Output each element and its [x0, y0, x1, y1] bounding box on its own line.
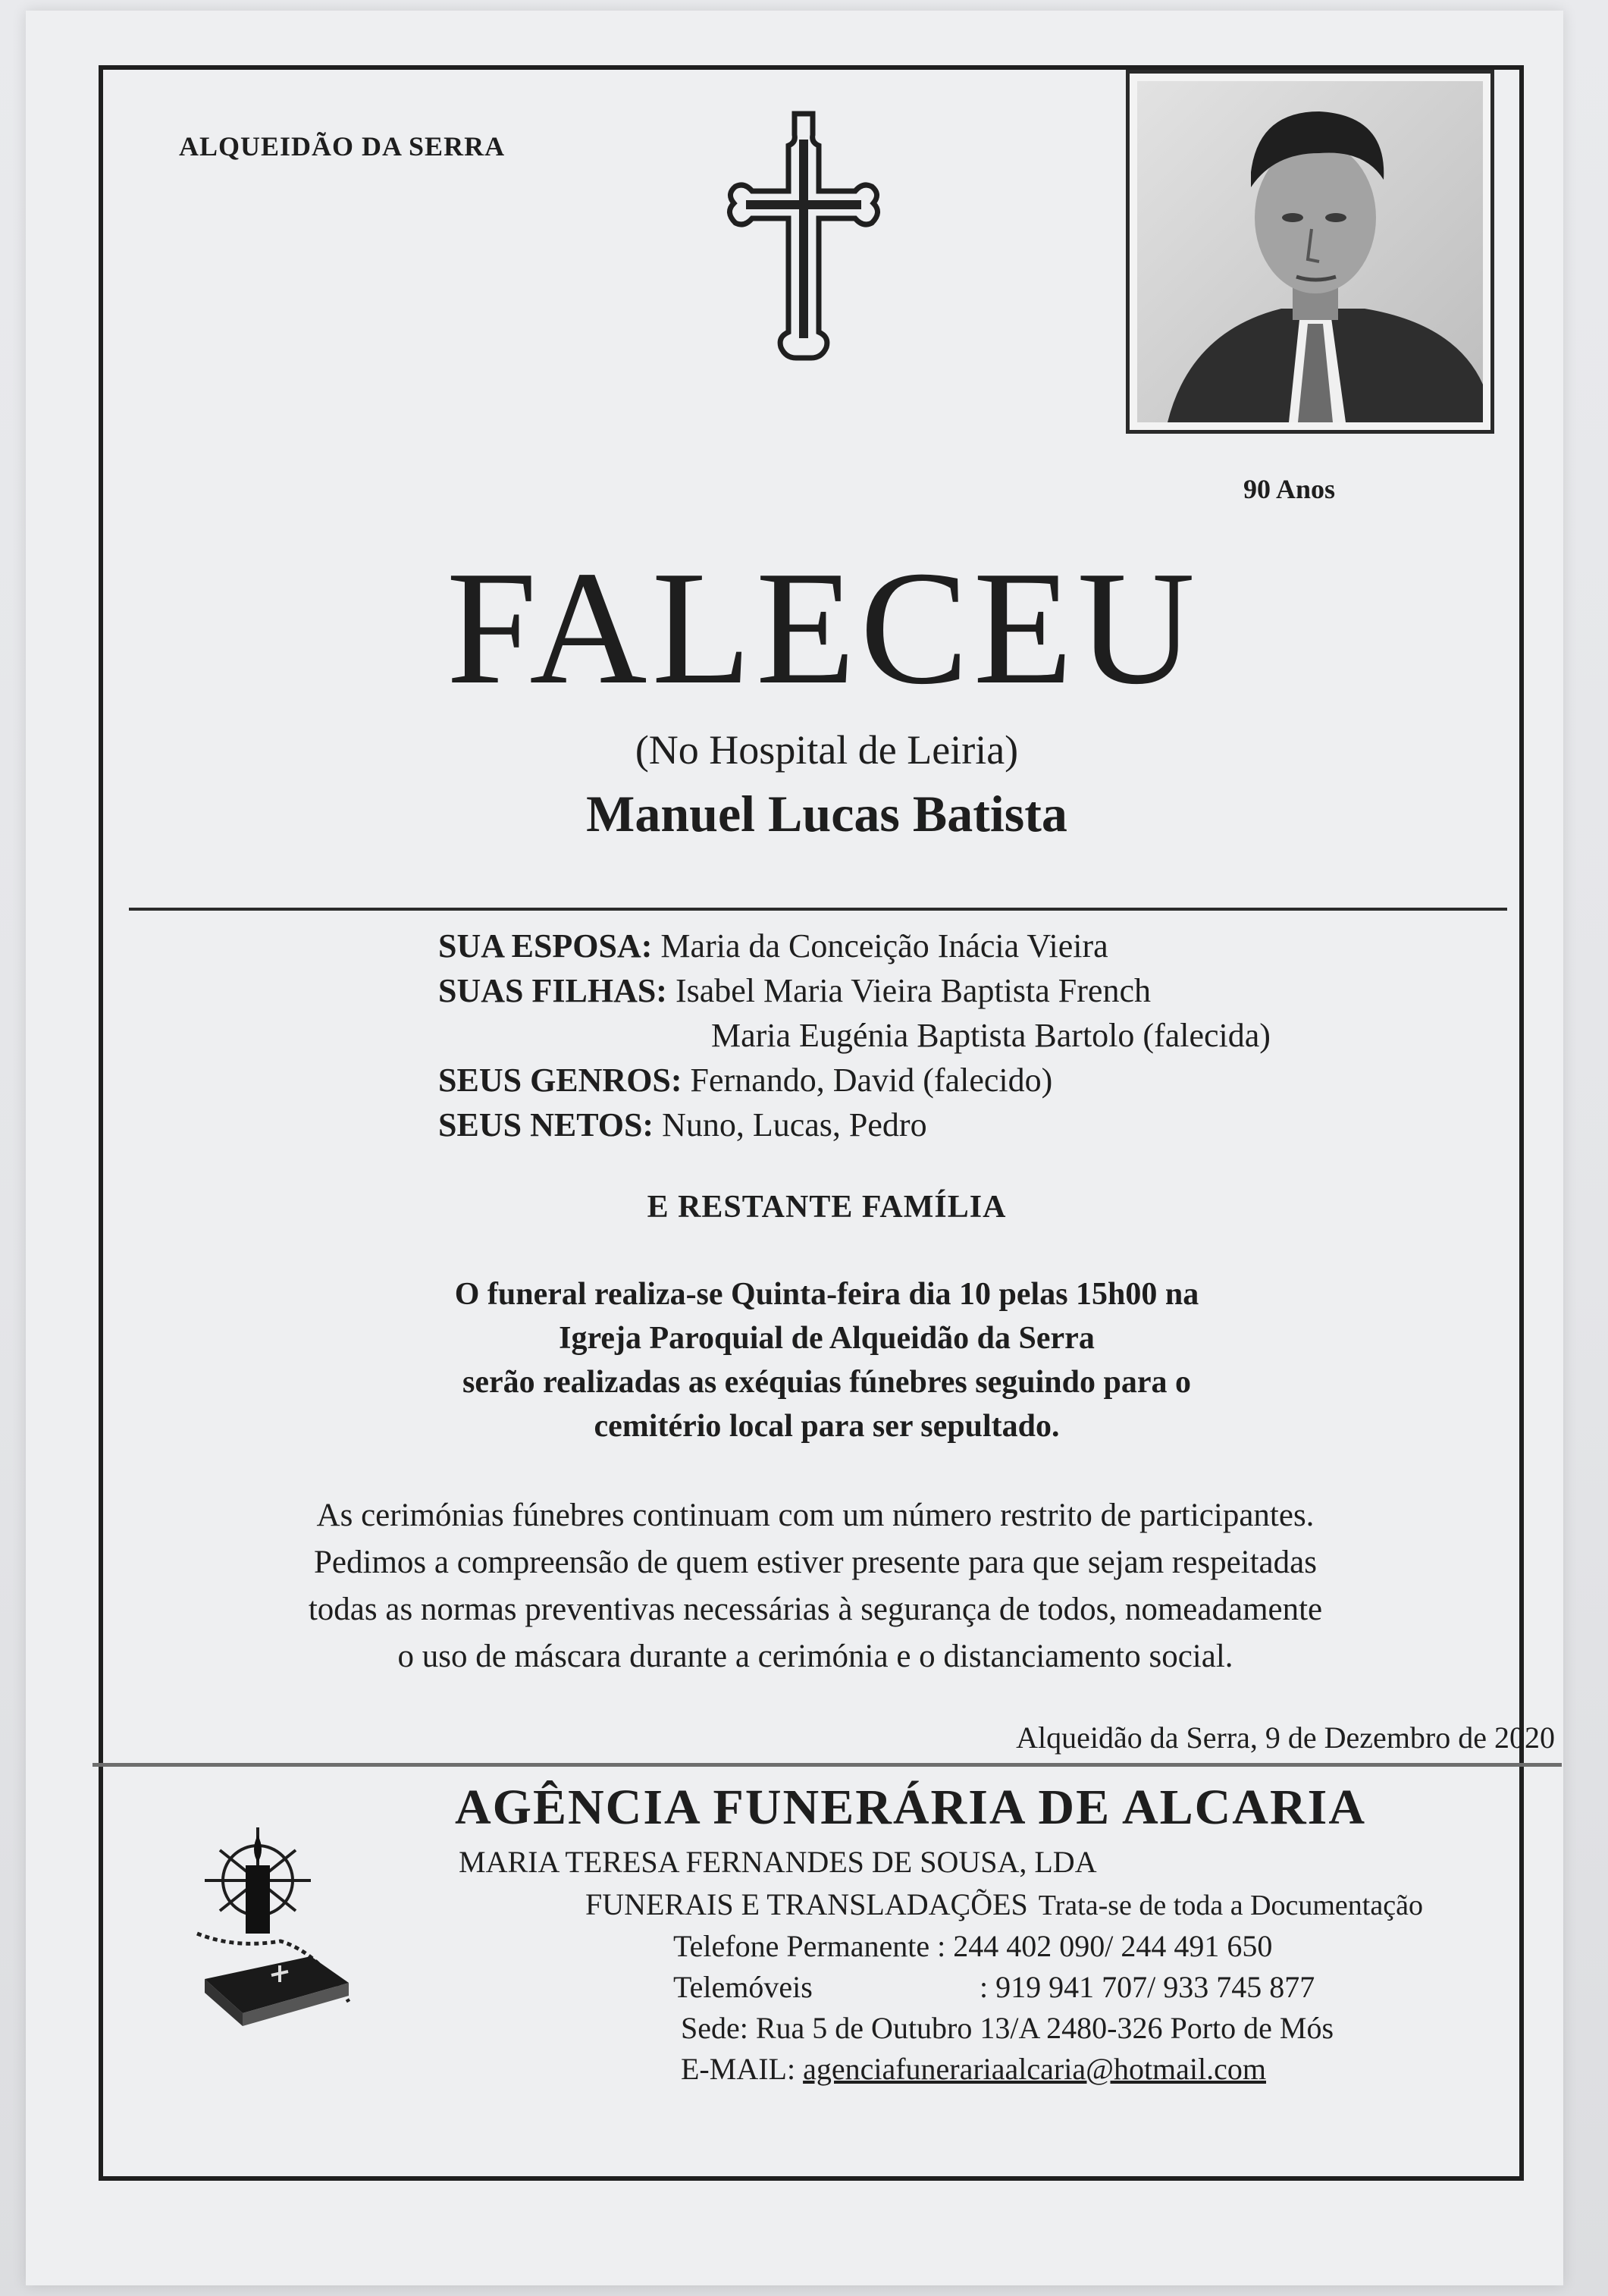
documents-text: Trata-se de toda a Documentação	[1038, 1890, 1423, 1921]
daughters-row-2	[438, 1013, 1271, 1058]
services-line	[585, 1887, 1423, 1922]
date-line: Alqueidão da Serra, 9 de Dezembro de 2020	[1016, 1720, 1555, 1755]
sons-in-law-row	[438, 1058, 1271, 1103]
portrait-photo	[1126, 70, 1494, 434]
funeral-line: serão realizadas as exéquias fúnebres seguindo para o	[462, 1365, 1191, 1400]
age-label: 90 Anos	[1243, 474, 1336, 504]
spouse-label: SUA ESPOSA:	[438, 927, 653, 965]
agency-name: AGÊNCIA FUNERÁRIA DE ALCARIA	[455, 1780, 1366, 1835]
funeral-line: O funeral realiza-se Quinta-feira dia 10 pelas 15h00 na	[454, 1277, 1199, 1312]
candle-bible-icon	[174, 1820, 371, 2032]
notice-line: Pedimos a compreensão de quem estiver presente para que sejam respeitadas	[314, 1545, 1317, 1580]
footer-divider	[92, 1763, 1562, 1767]
phone-row	[673, 1926, 1334, 1967]
funeral-line: cemitério local para ser sepultado.	[594, 1409, 1060, 1444]
notice-line: As cerimónias fúnebres continuam com um número restrito de participantes.	[316, 1498, 1315, 1533]
rest-of-family: E RESTANTE FAMÍLIA	[647, 1190, 1007, 1225]
spouse-row	[438, 924, 1271, 968]
email-label: E-MAIL:	[681, 2052, 796, 2086]
notice-line: todas as normas preventivas necessárias à segurança de todos, nomeadamente	[308, 1592, 1323, 1627]
spouse-name: Maria da Conceição Inácia Vieira	[660, 927, 1108, 965]
daughters-label: SUAS FILHAS:	[438, 972, 667, 1009]
sons-in-law-names: Fernando, David (falecido)	[690, 1062, 1053, 1099]
deceased-name: Manuel Lucas Batista	[586, 785, 1067, 842]
funeral-details	[0, 1272, 1608, 1448]
cross-icon	[705, 106, 902, 373]
company-name: MARIA TERESA FERNANDES DE SOUSA, LDA	[459, 1845, 1097, 1879]
services-text: FUNERAIS E TRANSLADAÇÕES	[585, 1887, 1028, 1921]
grandchildren-row	[438, 1103, 1271, 1147]
phone-number: 244 402 090/ 244 491 650	[953, 1929, 1273, 1963]
funeral-line: Igreja Paroquial de Alqueidão da Serra	[559, 1321, 1095, 1356]
email-row	[673, 2049, 1334, 2090]
contact-block	[673, 1926, 1334, 2090]
daughter-name: Isabel Maria Vieira Baptista French	[675, 972, 1151, 1009]
email-link[interactable]: agenciafunerariaalcaria@hotmail.com	[803, 2052, 1267, 2086]
family-list	[438, 924, 1271, 1147]
notice-line: o uso de máscara durante a cerimónia e o distanciamento social.	[397, 1639, 1233, 1674]
sons-in-law-label: SEUS GENROS:	[438, 1062, 682, 1099]
daughters-row	[438, 968, 1271, 1013]
grandchildren-label: SEUS NETOS:	[438, 1106, 654, 1143]
mobile-row	[673, 1967, 1334, 2008]
divider	[129, 908, 1507, 911]
address-row: Sede: Rua 5 de Outubro 13/A 2480-326 Porto de Mós	[681, 2011, 1334, 2045]
place-of-death: (No Hospital de Leiria)	[635, 727, 1019, 773]
mobile-label: Telemóveis	[673, 1970, 813, 2004]
location-heading: ALQUEIDÃO DA SERRA	[179, 131, 506, 162]
mobile-number: : 919 941 707/ 933 745 877	[980, 1970, 1315, 2004]
headline: FALECEU	[446, 537, 1200, 718]
daughter-name: Maria Eugénia Baptista Bartolo (falecida)	[711, 1017, 1271, 1054]
grandchildren-names: Nuno, Lucas, Pedro	[662, 1106, 927, 1143]
covid-notice	[0, 1492, 1608, 1680]
phone-label: Telefone Permanente :	[673, 1929, 946, 1963]
